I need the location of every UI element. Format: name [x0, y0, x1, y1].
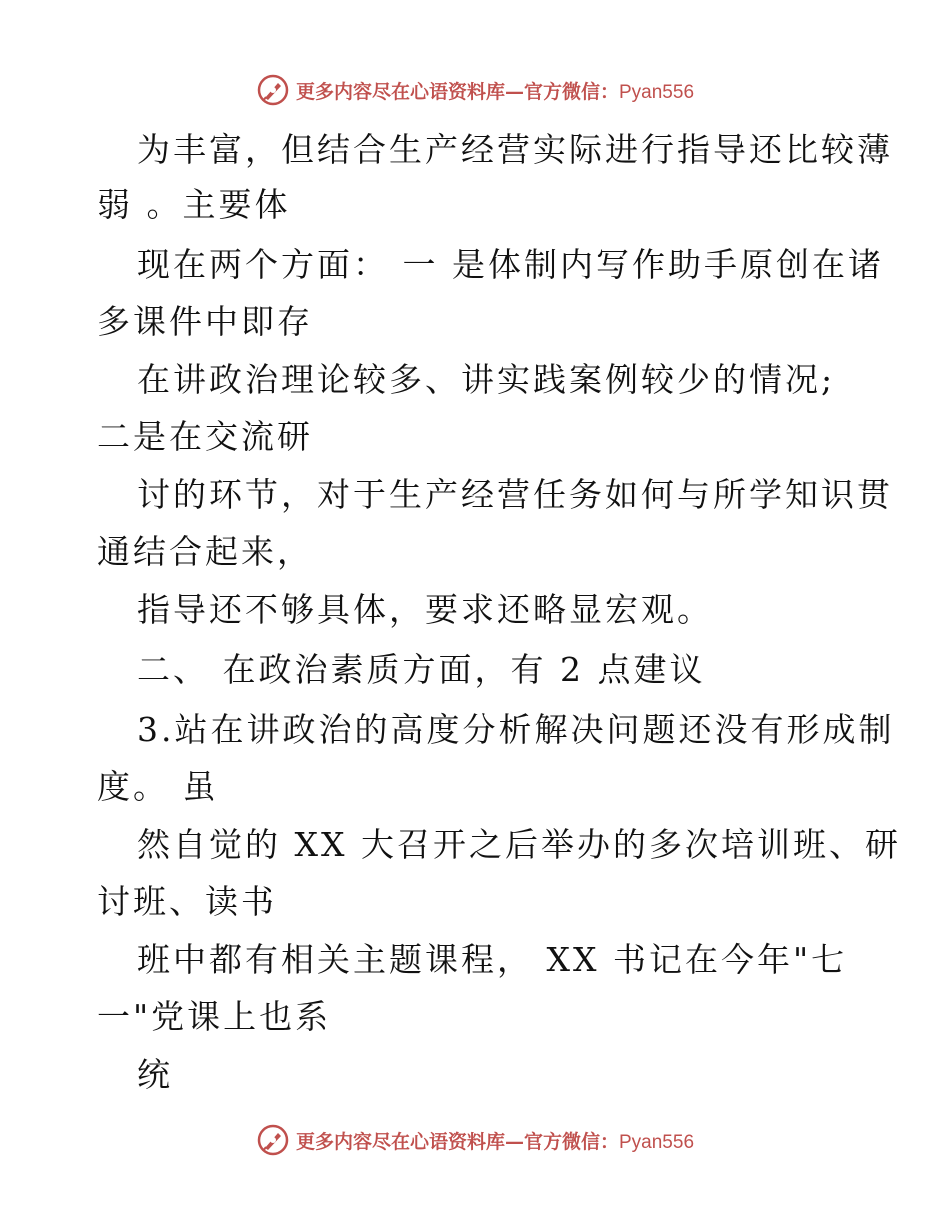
body-line-9: 指导还不够具体，要求还略显宏观。 [137, 590, 713, 629]
body-line-10: 二、 在政治素质方面，有 2 点建议 [137, 650, 706, 689]
body-line-14: 讨班、读书 [97, 882, 277, 921]
footer-banner-label: 更多内容尽在心语资料库—官方微信： [295, 1130, 619, 1153]
quill-logo-icon [256, 1123, 290, 1157]
body-line-3: 现在两个方面： 一 是体制内写作助手原创在诸 [137, 245, 884, 284]
body-line-1: 为丰富，但结合生产经营实际进行指导还比较薄 [137, 130, 893, 169]
body-line-7: 讨的环节，对于生产经营任务如何与所学知识贯 [137, 475, 893, 514]
footer-banner-text [296, 1127, 694, 1154]
header-banner-label: 更多内容尽在心语资料库—官方微信： [295, 80, 619, 103]
body-line-5: 在讲政治理论较多、讲实践案例较少的情况; [137, 360, 836, 399]
body-line-4: 多课件中即存 [97, 302, 313, 341]
footer-banner-handle: Pyan556 [619, 1131, 695, 1153]
body-line-8: 通结合起来， [97, 532, 313, 571]
header-banner-handle: Pyan556 [619, 81, 695, 103]
body-line-11: 3.站在讲政治的高度分析解决问题还没有形成制 [137, 710, 895, 749]
body-line-13: 然自觉的 XX 大召开之后举办的多次培训班、研 [137, 825, 901, 864]
quill-logo-icon [256, 73, 290, 107]
body-line-6: 二是在交流研 [97, 417, 313, 456]
body-line-17: 统 [137, 1055, 173, 1094]
header-banner-text [296, 77, 694, 104]
body-line-2: 弱 。主要体 [97, 185, 291, 224]
body-line-16: 一"党课上也系 [97, 997, 332, 1036]
body-line-15: 班中都有相关主题课程， XX 书记在今年"七 [137, 940, 848, 979]
header-watermark-banner [0, 70, 950, 110]
body-line-12: 度。 虽 [97, 767, 219, 806]
footer-watermark-banner [0, 1120, 950, 1160]
